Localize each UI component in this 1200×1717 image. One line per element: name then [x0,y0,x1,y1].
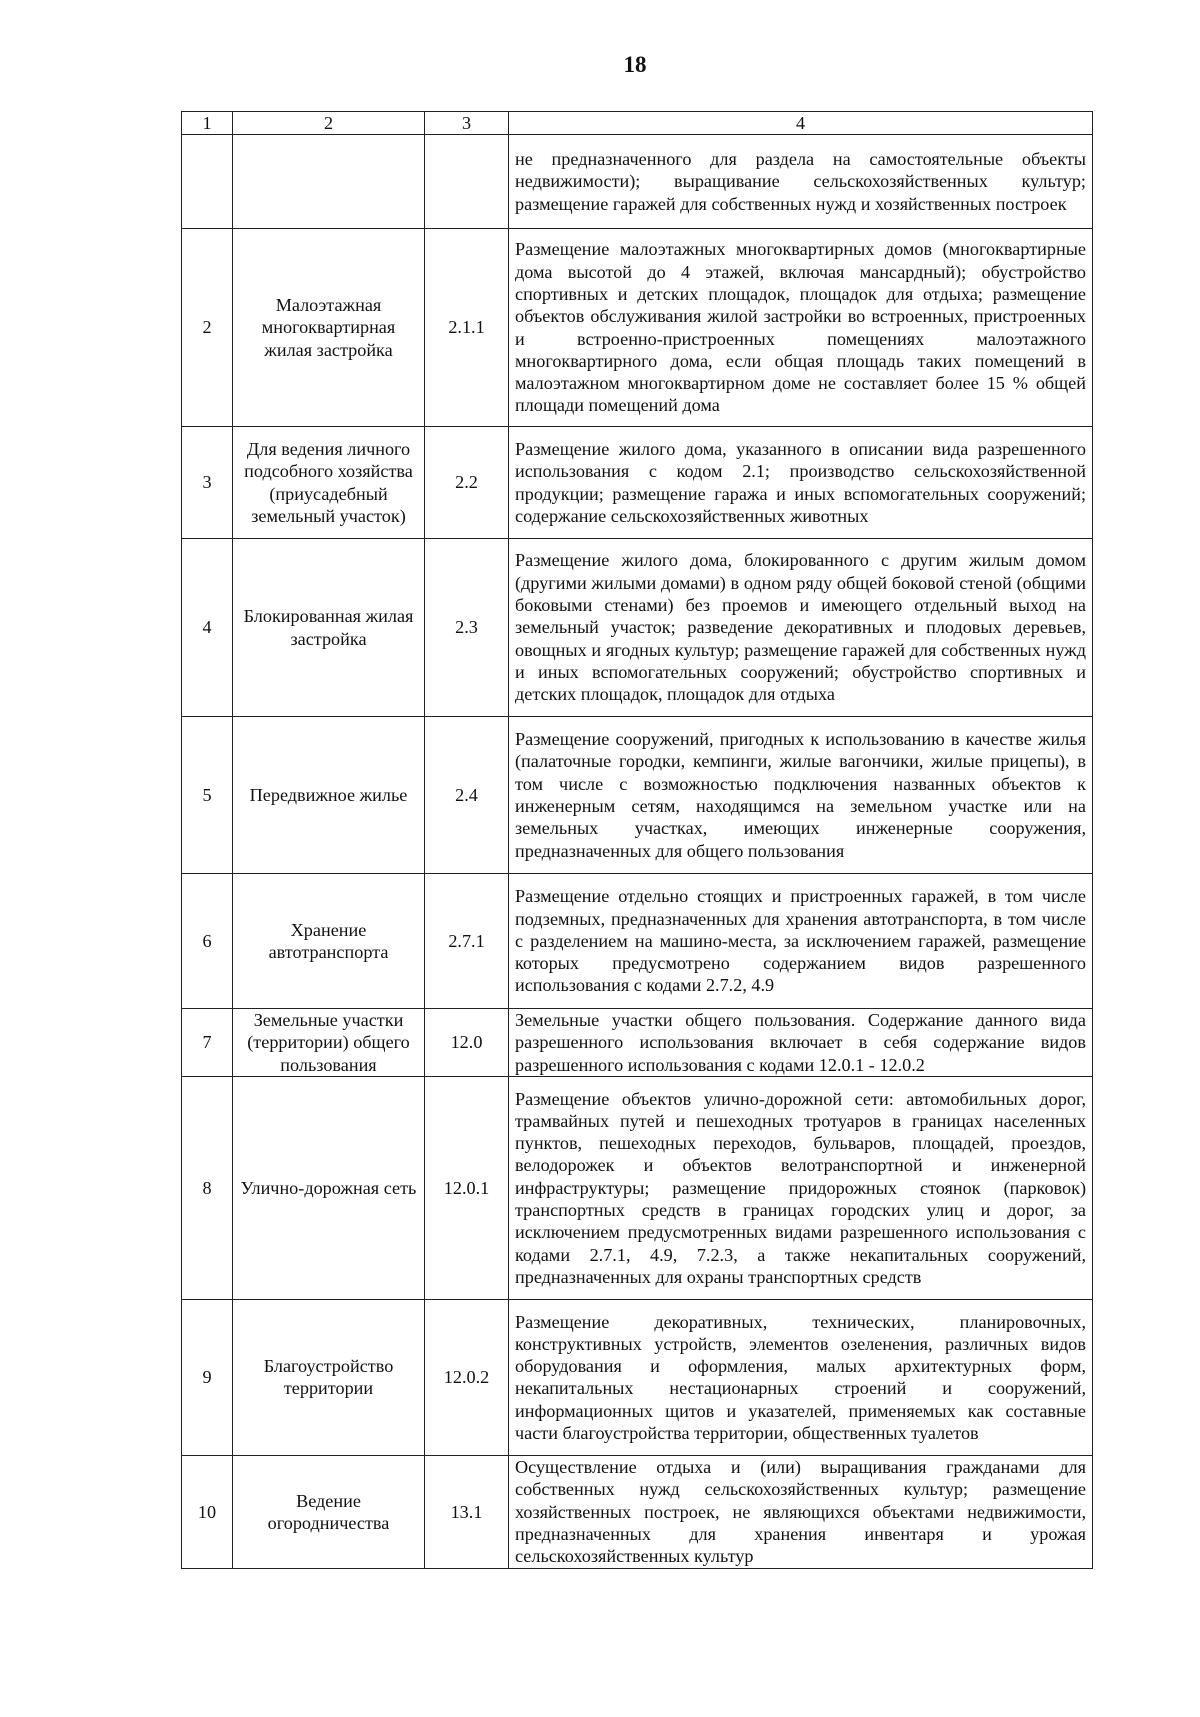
row-number: 6 [182,874,233,1009]
use-type-description: Осуществление отдыха и (или) выращивания гражданами для собственных нужд сельскохозяйственных культур; размещение хозяйственных построек, не являющихся объектами недвижимости, предназначенных для хранения инвентаря и урожая сельскохозяйственных культур [509,1455,1093,1568]
row-number [182,135,233,229]
use-type-description: Размещение декоративных, технических, планировочных, конструктивных устройств, элементов озеленения, различных видов оборудования и оформления, малых архитектурных форм, некапитальных нестационарных строений и сооружений, информационных щитов и указателей, применяемых как составные части благоустройства территории, общественных туалетов [509,1299,1093,1455]
use-type-name: Хранение автотранспорта [233,874,425,1009]
use-type-description: не предназначенного для раздела на самостоятельные объекты недвижимости); выращивание сельскохозяйственных культур; размещение гаражей для собственных нужд и хозяйственных построек [509,135,1093,229]
page-number: 18 [623,52,647,77]
use-type-name: Блокированная жилая застройка [233,539,425,717]
row-number: 8 [182,1076,233,1299]
table-row [182,1299,1093,1455]
table-row [182,427,1093,539]
use-type-code [425,135,509,229]
use-type-name: Для ведения личного подсобного хозяйства (приусадебный земельный участок) [233,427,425,539]
use-type-code: 13.1 [425,1455,509,1568]
use-type-code: 2.3 [425,539,509,717]
table-row [182,135,1093,229]
use-type-code: 12.0 [425,1009,509,1077]
column-header: 4 [509,112,1093,135]
use-type-code: 2.2 [425,427,509,539]
land-use-table [181,111,1093,1569]
use-type-description: Земельные участки общего пользования. Содержание данного вида разрешенного использования включает в себя содержание видов разрешенного использования с кодами 12.0.1 - 12.0.2 [509,1009,1093,1077]
row-number: 3 [182,427,233,539]
use-type-code: 12.0.2 [425,1299,509,1455]
use-type-name: Передвижное жилье [233,717,425,874]
use-type-name: Ведение огородничества [233,1455,425,1568]
column-header: 2 [233,112,425,135]
use-type-code: 2.4 [425,717,509,874]
use-type-name: Земельные участки (территории) общего пользования [233,1009,425,1077]
table-row [182,539,1093,717]
use-type-name: Малоэтажная многоквартирная жилая застройка [233,229,425,427]
use-type-name [233,135,425,229]
use-type-name: Улично-дорожная сеть [233,1076,425,1299]
table-row [182,1076,1093,1299]
row-number: 9 [182,1299,233,1455]
use-type-code: 2.1.1 [425,229,509,427]
row-number: 7 [182,1009,233,1077]
column-header: 3 [425,112,509,135]
table-row [182,1455,1093,1568]
use-type-description: Размещение объектов улично-дорожной сети: автомобильных дорог, трамвайных путей и пешеходных тротуаров в границах населенных пунктов, пешеходных переходов, бульваров, площадей, проездов, велодорожек и объектов велотранспортной и инженерной инфраструктуры; размещение придорожных стоянок (парковок) транспортных средств в границах городских улиц и дорог, за исключением предусмотренных видами разрешенного использования с кодами 2.7.1, 4.9, 7.2.3, а также некапитальных сооружений, предназначенных для охраны транспортных средств [509,1076,1093,1299]
use-type-description: Размещение отдельно стоящих и пристроенных гаражей, в том числе подземных, предназначенных для хранения автотранспорта, в том числе с разделением на машино-места, за исключением гаражей, размещение которых предусмотрено содержанием видов разрешенного использования с кодами 2.7.2, 4.9 [509,874,1093,1009]
row-number: 5 [182,717,233,874]
use-type-name: Благоустройство территории [233,1299,425,1455]
table-header-row [182,112,1093,135]
table-row [182,717,1093,874]
use-type-description: Размещение сооружений, пригодных к использованию в качестве жилья (палаточные городки, кемпинги, жилые вагончики, жилые прицепы), в том числе с возможностью подключения названных объектов к инженерным сетям, находящимся на земельном участке или на земельных участках, имеющих инженерные сооружения, предназначенных для общего пользования [509,717,1093,874]
use-type-description: Размещение жилого дома, указанного в описании вида разрешенного использования с кодом 2.1; производство сельскохозяйственной продукции; размещение гаража и иных вспомогательных сооружений; содержание сельскохозяйственных животных [509,427,1093,539]
use-type-description: Размещение малоэтажных многоквартирных домов (многоквартирные дома высотой до 4 этажей, включая мансардный); обустройство спортивных и детских площадок, площадок для отдыха; размещение объектов обслуживания жилой застройки во встроенных, пристроенных и встроенно-пристроенных помещениях малоэтажного многоквартирного дома, если общая площадь таких помещений в малоэтажном многоквартирном доме не составляет более 15 % общей площади помещений дома [509,229,1093,427]
use-type-description: Размещение жилого дома, блокированного с другим жилым домом (другими жилыми домами) в одном ряду общей боковой стеной (общими боковыми стенами) без проемов и имеющего отдельный выход на земельный участок; разведение декоративных и плодовых деревьев, овощных и ягодных культур; размещение гаражей для собственных нужд и иных вспомогательных сооружений; обустройство спортивных и детских площадок, площадок для отдыха [509,539,1093,717]
table-row [182,1009,1093,1077]
table-row [182,874,1093,1009]
row-number: 4 [182,539,233,717]
row-number: 2 [182,229,233,427]
column-header: 1 [182,112,233,135]
use-type-code: 12.0.1 [425,1076,509,1299]
row-number: 10 [182,1455,233,1568]
use-type-code: 2.7.1 [425,874,509,1009]
table-row [182,229,1093,427]
